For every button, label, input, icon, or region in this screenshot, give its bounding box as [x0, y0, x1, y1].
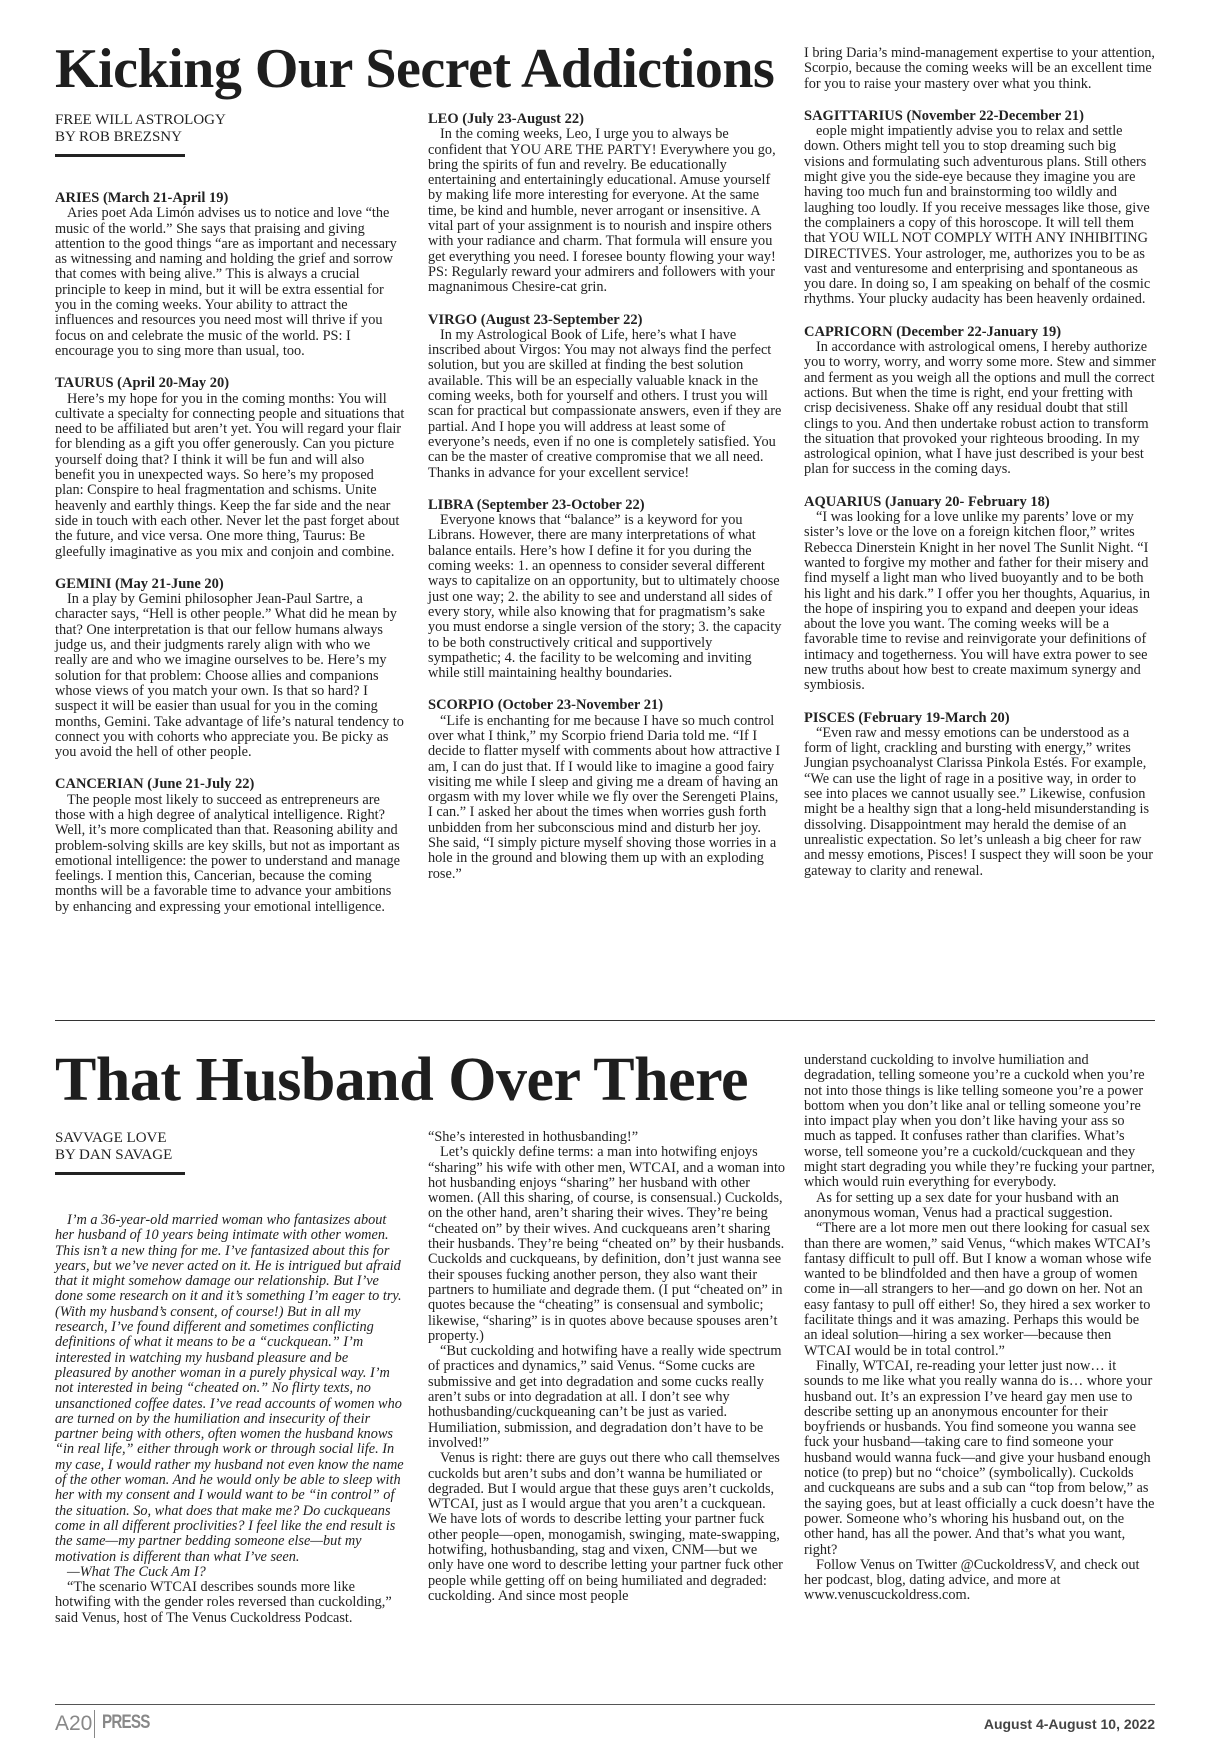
astro-headline: Kicking Our Secret Addictions — [55, 38, 775, 100]
savage-col-3 — [804, 1053, 1156, 1604]
horoscope-section — [428, 112, 786, 296]
sign-heading: PISCES (February 19-March 20) — [804, 709, 1010, 726]
savage-col-1 — [55, 1130, 405, 1626]
horoscope-section — [804, 325, 1156, 478]
horoscope-section — [804, 109, 1156, 308]
body-paragraph: “But cuckolding and hotwifing have a really wide spectrum of practices and dynamics,” said Venus. “Some cucks are submissive and get into degradation and some cucks really aren’t subs or into degradation at all. I don’t see why hothusbanding/cuckqueaning can’t be just as varied. Humiliation, submission, and degradation don’t have to be involved!” — [428, 1343, 782, 1451]
savage-headline: That Husband Over There — [55, 1046, 749, 1114]
sign-heading: ARIES (March 21-April 19) — [55, 190, 229, 206]
issue-date: August 4-August 10, 2022 — [983, 1716, 1155, 1732]
astro-col-3-horoscopes — [804, 109, 1156, 879]
byline-rule — [55, 154, 185, 157]
horoscope-section — [55, 777, 405, 915]
horoscope-section — [428, 313, 786, 481]
astro-col-1 — [55, 112, 405, 932]
body-paragraph: understand cuckolding to involve humiliation and degradation, telling someone you’re a cuckold when you’re not into those things is like telling someone you’re a power bottom when you don’t like anal or telling someone you’re into impact play when you don’t like having your ass so much as tapped. It confuses rather than clarifies. What’s worse, tell someone you’re a cuckold/cuckquean and they might start degrading you while they’re fucking your partner, which would ruin everything for everybody. — [804, 1052, 1155, 1191]
horoscope-text: eople might impatiently advise you to relax and settle down. Others might tell you to stop dreaming such big visions and formulating such adventurous plans. Still others might give you the side-eye because they imagine you are having too much fun and brainstorming too wildly and laughing too loudly. If you receive messages like those, give the complainers a copy of this horoscope. It will tell them that YOU WILL NOT COMPLY WITH ANY INHIBITING DIRECTIVES. Your astrologer, me, authorizes you to be as vast and venturesome and enterprising and spontaneous as you dare. In doing so, I am speaking on behalf of the cosmic rhythms. Your plucky audacity has been heavenly ordained. — [804, 123, 1151, 308]
horoscope-section — [55, 577, 405, 761]
sign-heading: CAPRICORN (December 22-January 19) — [804, 323, 1062, 340]
horoscope-text: The people most likely to succeed as entrepreneurs are those with a high degree of analytical intelligence. Right? Well, it’s more complicated than that. Reasoning ability and problem-solving skills are key skills, but not as important as emotional intelligence: the power to understand and manage feelings. I mention this, Cancerian, because the coming months will be a favorable time to advance your ambitions by enhancing and expressing your emotional intelligence. — [55, 791, 400, 915]
sign-heading: CANCERIAN (June 21-July 22) — [55, 776, 255, 793]
horoscope-text: In my Astrological Book of Life, here’s what I have inscribed about Virgos: You may not always find the perfect solution, but you are skilled at finding the best solution available. This will be an especially valuable knack in the coming weeks, both for yourself and others. I trust you will scan for practical but compassionate answers, even if they are partial. And I hope you will address at least some of everyone’s needs, even if no one is completely satisfied. You can be the master of creative compromise that we all need. Thanks in advance for your excellent service! — [428, 326, 782, 481]
byline-rule — [55, 1172, 185, 1175]
astro-col-1-horoscopes — [55, 191, 405, 915]
sign-heading: SCORPIO (October 23-November 21) — [428, 697, 664, 714]
astro-byline-column: FREE WILL ASTROLOGY — [55, 112, 226, 128]
horoscope-text: Here’s my hope for you in the coming months: You will cultivate a specialty for connecting people and situations that need to be affiliated but aren’t yet. You will regard your flair for blending as a gift you offer generously. Can you picture yourself doing that? I think it will be fun and will also benefit you in unexpected ways. So here’s my proposed plan: Conspire to heal fragmentation and schisms. Unite heavenly and earthly things. Keep the far side and the near side in touch with each other. Never let the past forget about the future, and vice versa. One more thing, Taurus: Be gleefully imaginative as you mix and conjoin and combine. — [55, 390, 405, 560]
savage-byline-column: SAVVAGE LOVE — [55, 1130, 167, 1146]
press-logo: PRESS — [102, 1712, 150, 1733]
body-paragraph: Venus is right: there are guys out there who call themselves cuckolds but aren’t subs and don’t wanna be humiliated or degraded. But I would argue that these guys aren’t cuckolds, WTCAI, just as I would argue that you aren’t a cuckquean. We have lots of words to describe letting your partner fuck other people—open, monogamish, swinging, mate-swapping, hotwifing, hothusbanding, stag and vixen, CNM—but we only have one word to describe letting your partner fuck other people while getting off on being humiliated and degraded: cuckolding. And since most people — [428, 1450, 783, 1604]
sign-heading: AQUARIUS (January 20- February 18) — [804, 493, 1050, 510]
astro-col-2-horoscopes — [428, 112, 786, 882]
astro-col-3 — [804, 46, 1156, 896]
body-paragraph: “She’s interested in hothusbanding!” — [428, 1129, 639, 1145]
scorpio-continued: I bring Daria’s mind-management expertise to your attention, Scorpio, because the coming weeks will be an excellent time for you to raise your mastery over what you think. — [804, 45, 1155, 92]
savage-col-3-body — [804, 1053, 1156, 1604]
horoscope-section — [804, 495, 1156, 694]
horoscope-text: Everyone knows that “balance” is a keyword for you Librans. However, there are many interpretations of what balance entails. Here’s how I define it for you during the coming weeks: 1. an openness to consider several different ways to capitalize on an opportunity, but to ultimately choose just one way; 2. the ability to see and understand all sides of every story, while also knowing that for pragmatism’s sake you must endorse a single version of the story; 3. the capacity to be both constructively critical and supportively sympathetic; 4. the facility to be welcoming and inviting while still maintaining healthy boundaries. — [428, 512, 782, 682]
answer-paragraph: “The scenario WTCAI describes sounds more like hotwifing with the gender roles reversed than cuckolding,” said Venus, host of The Venus Cuckoldress Podcast. — [55, 1579, 392, 1626]
horoscope-text: In a play by Gemini philosopher Jean-Paul Sartre, a character says, “Hell is other people.” What did he mean by that? One interpretation is that our fellow humans always judge us, and their judgments rarely align with who we really are and who we imagine ourselves to be. Here’s my solution for that problem: Choose allies and companions whose views of you match your own. Is that so hard? I suspect it will be easier than usual for you in the coming months, Gemini. Take advantage of life’s natural tendency to connect you with cohorts who appreciate you. Be picky as you avoid the hell of other people. — [55, 591, 404, 761]
reader-letter: I’m a 36-year-old married woman who fantasizes about her husband of 10 years being intimate with other women. This isn’t a new thing for me. I’ve fantasized about this for years, but we’ve never acted on it. He is intrigued but afraid that it might somehow damage our relationship. But I’ve done some research on it and it’s something I’m eager to try. (With my husband’s consent, of course!) But in all my research, I’ve found different and sometimes conflicting definitions of what it means to be a “cuckquean.” I’m interested in watching my husband pleasure and be pleasured by another woman in a purely physical way. I’m not interested in being “cheated on.” No flirty texts, no unsanctioned coffee dates. I’ve read accounts of women who are turned on by the humiliation and insecurity of their partner being with others, often women the husband knows “in real life,” either through work or through social life. In my case, I would rather my husband not even know the name of the other woman. And he would only be able to sleep with her with my consent and I would want to be “in control” of the situation. So, what does that make me? Do cuckqueans come in all different proclivities? I feel like the end result is the same—my partner bedding someone else—but my motivation is different than what I’ve seen. — [55, 1212, 404, 1565]
sign-heading: LEO (July 23-August 22) — [428, 111, 584, 127]
savage-col-2 — [428, 1130, 786, 1604]
horoscope-text: In accordance with astrological omens, I hereby authorize you to worry, worry, and worry some more. Stew and simmer and ferment as you weigh all the options and mull the correct actions. But when the time is right, end your fretting with crisp decisiveness. Shake off any residual doubt that still clings to you. And then undertake robust action to transform the situation that provoked your righteous brooding. In my astrological opinion, what I have just described is your best plan for success in the coming days. — [804, 339, 1156, 478]
horoscope-text: “Life is enchanting for me because I have so much control over what I think,” my Scorpio friend Daria told me. “If I decide to flatter myself with comments about how attractive I am, I can do just that. If I would like to imagine a good fairy visiting me while I sleep and giving me a dream of having an orgasm with my lover while we fly over the Serengeti Plains, I can.” I asked her about the times when worries gush forth unbidden from her subconscious mind and disturb her joy. She said, “I simply picture myself shoving those worries in a hole in the ground and blowing them up with an exploding rose.” — [428, 712, 781, 882]
horoscope-section — [428, 498, 786, 682]
section-divider — [55, 1020, 1155, 1021]
page-number-divider — [94, 1710, 95, 1738]
savage-col-2-body — [428, 1130, 786, 1604]
horoscope-text: “I was looking for a love unlike my parents’ love or my sister’s love or the love on a foreign kitchen floor,” writes Rebecca Dinerstein Knight in her novel The Sunlit Night. “I wanted to forgive my mother and father for their misery and find myself a light man who lived buoyantly and to be both his light and his dark.” I offer you her thoughts, Aquarius, in the hope of inspiring you to expand and deepen your ideas about the love you want. The coming weeks will be a favorable time to revise and reinvigorate your definitions of intimacy and togetherness. You will have extra power to see new truths about how best to create maximum synergy and symbiosis. — [804, 509, 1150, 694]
body-paragraph: Follow Venus on Twitter @CuckoldressV, and check out her podcast, blog, dating advice, and more at www.venuscuckoldress.com. — [804, 1556, 1140, 1604]
savage-byline-author: BY DAN SAVAGE — [55, 1147, 173, 1163]
letter-signoff: —What The Cuck Am I? — [67, 1563, 206, 1580]
footer-rule — [55, 1704, 1155, 1705]
horoscope-section — [804, 711, 1156, 879]
astro-col-2 — [428, 112, 786, 899]
body-paragraph: “There are a lot more men out there looking for casual sex than there are women,” said Venus, “which makes WTCAI’s fantasy difficult to pull off. But I know a woman whose wife wanted to be blindfolded and then have a group of women come in—all strangers to her—and go down on her. Not an easy fantasy to pull off either! So, they hired a sex worker to facilitate things and it was amazing. Perhaps this would be an ideal solution—hiring a sex worker—because then WTCAI would be in total control.” — [804, 1220, 1152, 1359]
page-number: A20 — [55, 1712, 93, 1735]
horoscope-section — [55, 191, 405, 359]
sign-heading: VIRGO (August 23-September 22) — [428, 311, 643, 328]
sign-heading: LIBRA (September 23-October 22) — [428, 496, 645, 513]
horoscope-section — [55, 376, 405, 560]
body-paragraph: Finally, WTCAI, re-reading your letter just now… it sounds to me like what you really wanna do is… whore your husband out. It’s an expression I’ve heard gay men use to describe setting up an anonymous encounter for their boyfriends or husbands. You find someone you wanna see fuck your husband—taking care to find someone your husband would wanna fuck—and give your husband enough notice (to prep) but no “choice” (symbolically). Cuckolds and cuckqueans are subs and a sub can “top from below,” as the saying goes, but at least officially a cuck doesn’t have the power. Someone who’s whoring his husband out, on the other hand, has all the power. And that’s what you want, right? — [804, 1357, 1155, 1558]
horoscope-text: In the coming weeks, Leo, I urge you to always be confident that YOU ARE THE PARTY! Everywhere you go, bring the spirits of fun and revelry. Be educationally entertaining and entertainingly educational. Amuse yourself by making life more interesting for everyone. At the same time, be kind and humble, never arrogant or insensitive. A vital part of your assignment is to nourish and inspire others with your radiance and charm. That formula will ensure you get everything you need. I foresee bounty flowing your way! PS: Regularly reward your admirers and followers with your magnanimous Chesire-cat grin. — [428, 126, 776, 296]
horoscope-section — [428, 698, 786, 882]
horoscope-text: “Even raw and messy emotions can be understood as a form of light, crackling and bursting with energy,” writes Jungian psychoanalyst Clarissa Pinkola Estés. For example, “We can use the light of rage in a positive way, in order to see into places we cannot usually see.” Likewise, confusion might be a healthy sign that a long-held misunderstanding is dissolving. Disappointment may herald the demise of an unrealistic expectation. So let’s unleash a big cheer for raw and messy emotions, Pisces! I suspect they will soon be your gateway to clarity and renewal. — [804, 724, 1154, 879]
sign-heading: GEMINI (May 21-June 20) — [55, 575, 224, 592]
savage-byline — [55, 1130, 405, 1175]
sign-heading: SAGITTARIUS (November 22-December 21) — [804, 107, 1084, 124]
sign-heading: TAURUS (April 20-May 20) — [55, 375, 230, 392]
astro-byline-author: BY ROB BREZSNY — [55, 129, 182, 145]
body-paragraph: As for setting up a sex date for your husband with an anonymous woman, Venus had a practical suggestion. — [804, 1189, 1119, 1221]
body-paragraph: Let’s quickly define terms: a man into hotwifing enjoys “sharing” his wife with other men, WTCAI, and a woman into hot husbanding enjoys “sharing” her husband with other women. (All this sharing, of course, is consensual.) Cuckolds, on the other hand, aren’t sharing their wives. They’re being “cheated on” by their wives. And cuckqueans aren’t sharing their husbands. They’re being “cheated on” by their husbands. Cuckolds and cuckqueans, by definition, don’t just wanna see their spouses fucking another person, they also want their partners to humiliate and degrade them. (I put “cheated on” in quotes because the “cheating” is consensual and symbolic; likewise, “sharing” is in quotes above because spouses aren’t property.) — [428, 1144, 786, 1344]
astro-byline — [55, 112, 405, 157]
horoscope-text: Aries poet Ada Limón advises us to notice and love “the music of the world.” She says that praising and giving attention to the good things “are as important and necessary as witnessing and naming and holding the grief and sorrow that comes with being alive.” This is always a crucial principle to keep in mind, but it will be extra essential for you in the coming weeks. Your ability to attract the influences and resources you need most will thrive if you focus on and celebrate the music of the world. PS: I encourage you to sing more than usual, too. — [55, 205, 397, 359]
